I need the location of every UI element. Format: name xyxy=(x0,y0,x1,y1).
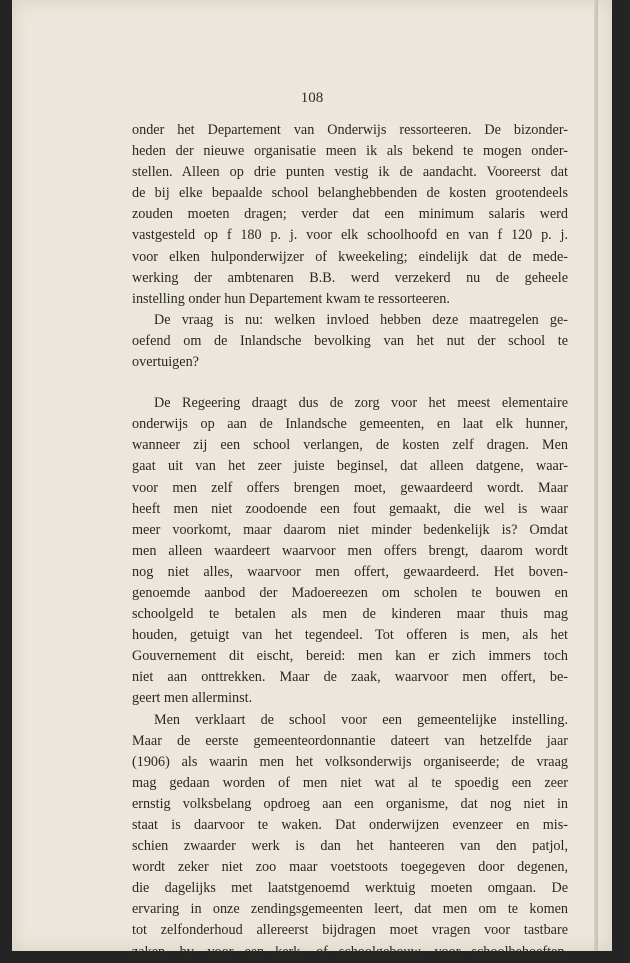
book-page xyxy=(12,0,612,960)
text-line: mag gedaan worden of men niet wat al te spoedig een zeer xyxy=(132,774,568,791)
text-line: genoemde aanbod der Madoereezen om scholen te bouwen en xyxy=(132,584,568,601)
text-line: zaken, bv. voor een kerk- of schoolgebouw, voor schoolbehoeften, xyxy=(132,943,568,960)
text-line: houden, getuigt van het tegendeel. Tot offeren is men, als het xyxy=(132,627,568,644)
paragraph-gap xyxy=(132,373,568,393)
text-line: wanneer zij een school verlangen, de kosten zelf dragen. Men xyxy=(132,437,568,454)
text-line: gaat uit van het zeer juiste beginsel, dat alleen datgene, waar- xyxy=(132,458,568,475)
text-line: De vraag is nu: welken invloed hebben deze maatregelen ge- xyxy=(154,311,568,328)
text-line: onderwijs op aan de Inlandsche gemeenten, en laat elk hunner, xyxy=(132,416,568,433)
paragraph-3 xyxy=(132,393,568,709)
text-line: ervaring in onze zendingsgemeenten leert, dat men om te komen xyxy=(132,901,568,918)
text-line: schien zwaarder werk is dan het hanteeren van den patjol, xyxy=(132,838,568,855)
text-line: vastgesteld op f 180 p. j. voor elk schoolhoofd en van f 120 p. j. xyxy=(132,227,568,244)
paragraph-4 xyxy=(132,710,568,963)
text-line: zouden moeten dragen; verder dat een minimum salaris werd xyxy=(132,206,568,223)
text-line: ernstig volksbelang opdroeg aan een organisme, dat nog niet in xyxy=(132,795,568,812)
paragraph-1 xyxy=(132,120,568,310)
text-line: voor men zelf offers brengen moet, gewaardeerd wordt. Maar xyxy=(132,479,568,496)
text-line: die dagelijks met laatstgenoemd werktuig moeten omgaan. De xyxy=(132,880,568,897)
text-line: onder het Departement van Onderwijs ressorteeren. De bizonder- xyxy=(132,122,568,138)
text-line: De Regeering draagt dus de zorg voor het meest elementaire xyxy=(154,395,568,412)
paragraph-2 xyxy=(132,310,568,373)
text-line: (1906) als waarin men het volksonderwijs organiseerde; de vraag xyxy=(132,753,568,770)
text-line: Gouvernement dit eischt, bereid: men kan er zich immers toch xyxy=(132,648,568,665)
text-line: niet aan onttrekken. Maar de zaak, waarvoor men offert, be- xyxy=(132,669,568,686)
text-line: heden der nieuwe organisatie meen ik als bekend te mogen onder- xyxy=(132,143,568,160)
text-line: nog niet alles, waarvoor men offert, gewaardeerd. Het boven- xyxy=(132,563,568,580)
text-line: heeft men niet zoodoende een fout gemaakt, die wel is waar xyxy=(132,500,568,517)
text-line: tot zelfonderhoud allereerst bijdragen moet vragen voor tastbare xyxy=(132,922,568,939)
text-line: overtuigen? xyxy=(132,354,199,371)
text-line: Maar de eerste gemeenteordonnantie dateert van hetzelfde jaar xyxy=(132,732,568,749)
text-line: werking der ambtenaren B.B. werd verzekerd nu de geheele xyxy=(132,269,568,286)
text-line: staat is daarvoor te waken. Dat onderwijzen evenzeer en mis- xyxy=(132,817,568,833)
text-line: schoolgeld te betalen als men de kinderen maar thuis mag xyxy=(132,606,568,623)
text-line: Men verklaart de school voor een gemeentelijke instelling. xyxy=(154,711,568,728)
text-line: de bij elke bepaalde school belanghebbenden de kosten grootendeels xyxy=(132,185,568,202)
text-line: instelling onder hun Departement kwam te ressorteeren. xyxy=(132,290,450,307)
text-line: wordt zeker niet zoo maar voetstoots toegegeven door degenen, xyxy=(132,859,568,876)
text-line: meer voorkomt, maar daarom niet minder bedenkelijk is? Omdat xyxy=(132,521,568,538)
text-line: stellen. Alleen op drie punten vestig ik de aandacht. Vooreerst dat xyxy=(132,164,568,181)
page-number: 108 xyxy=(300,90,324,106)
page-edge xyxy=(594,0,598,951)
text-line: voor elken hulponderwijzer of kweekeling; eindelijk dat de mede- xyxy=(132,248,568,265)
body-text xyxy=(132,120,568,963)
text-line: men alleen waardeert waarvoor men offers brengt, daarom wordt xyxy=(132,542,568,559)
text-line: geert men allerminst. xyxy=(132,690,253,707)
text-line: oefend om de Inlandsche bevolking van het nut der school te xyxy=(132,332,568,349)
